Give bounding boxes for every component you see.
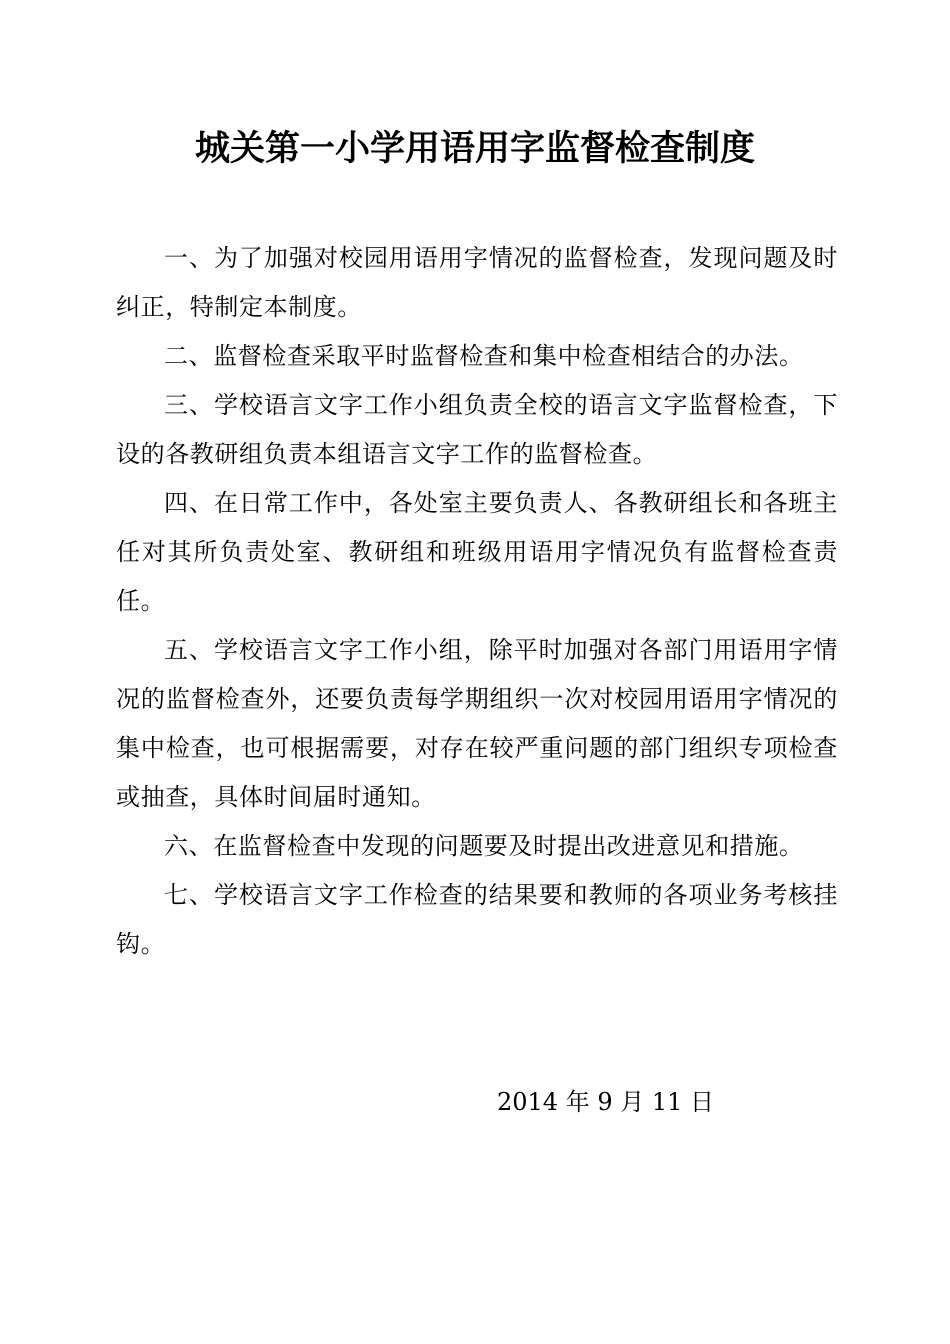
clause-6: 六、在监督检查中发现的问题要及时提出改进意见和措施。 [164, 832, 804, 860]
document-title: 城关第一小学用语用字监督检查制度 [194, 128, 755, 169]
clause-1: 一、为了加强对校园用语用字情况的监督检查，发现问题及时纠正，特制定本制度。 [116, 244, 838, 321]
clause-5: 五、学校语言文字工作小组，除平时加强对各部门用语用字情况的监督检查外，还要负责每学期组织一次对校园用语用字情况的集中检查，也可根据需要，对存在较严重问题的部门组织专项检查或抽查，具体时间届时通知。 [116, 636, 838, 811]
document-date: 2014 年 9 月 11 日 [497, 1088, 715, 1116]
clause-2: 二、监督检查采取平时监督检查和集中检查相结合的办法。 [164, 342, 804, 370]
clause-7: 七、学校语言文字工作检查的结果要和教师的各项业务考核挂钩。 [116, 881, 838, 958]
document-body [116, 234, 838, 969]
clause-4: 四、在日常工作中，各处室主要负责人、各教研组长和各班主任对其所负责处室、教研组和班级用语用字情况负有监督检查责任。 [116, 489, 838, 615]
clause-3: 三、学校语言文字工作小组负责全校的语言文字监督检查，下设的各教研组负责本组语言文字工作的监督检查。 [116, 391, 838, 468]
